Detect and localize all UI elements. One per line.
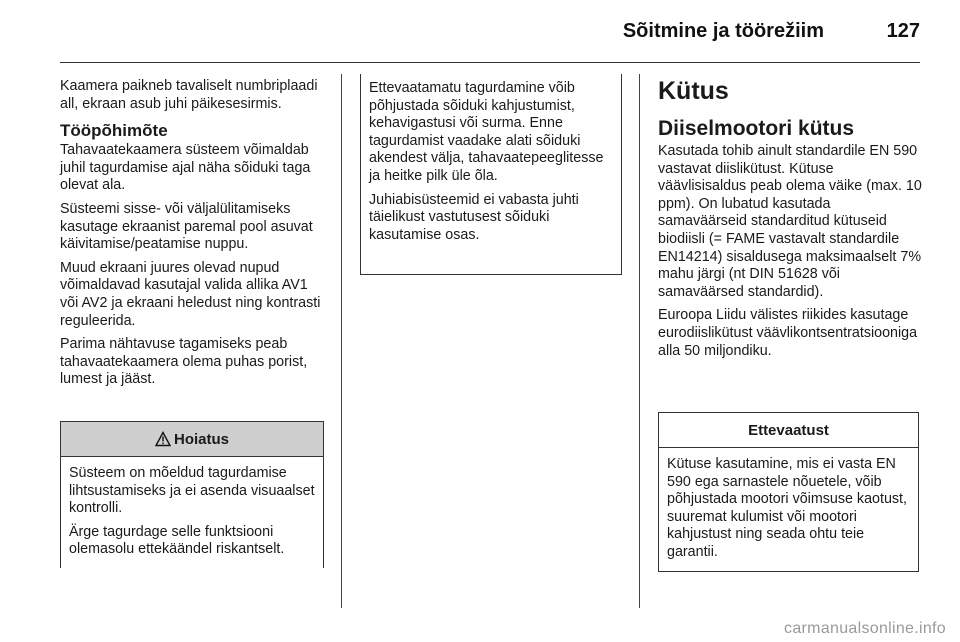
column-3: [658, 77, 922, 366]
diesel-paragraph-1: Kasutada tohib ainult standardile EN 590 vastavat diislikütust. Kütuse väävlisisaldus peab olema väike (max. 10 ppm). On lubatud kasutada samaväärseid standarditud kütuseid biodiisli (= FAME vastavalt standardile EN14214) sisaldusega maksimaalselt 7% mahu järgi (nt DIN 51628 või samaväärsed standardid).: [658, 143, 922, 300]
column-divider-right: [639, 74, 640, 608]
caution-box-title: Ettevaatust: [748, 421, 829, 439]
operation-heading: Tööpõhimõte: [60, 121, 168, 141]
operation-paragraph-3: Muud ekraani juures olevad nupud võimaldavad kasutajal valida allika AV1 või AV2 ja ekraani heledust ning kontrasti reguleerida.: [60, 259, 321, 329]
warning-paragraph-1: Süsteem on mõeldud tagurdamise lihtsustamiseks ja ei asenda visuaalset kontrolli.: [69, 465, 315, 517]
warning-box-title: Hoiatus: [173, 430, 229, 448]
warning-paragraph-2: Ärge tagurdage selle funktsiooni olemasolu ettekäändel riskantselt.: [69, 523, 285, 558]
diesel-fuel-heading: Diiselmootori kütus: [658, 117, 855, 140]
warning-box: [60, 421, 324, 568]
operation-paragraph-2: Süsteemi sisse- või väljalülitamiseks kasutage ekraanist paremal pool asuvat käivitamise/peatamise nuppu.: [60, 200, 313, 253]
column-divider-left: [341, 74, 342, 608]
diesel-paragraph-2: Euroopa Liidu välistes riikides kasutage eurodiislikütust väävlikontsentratsiooniga alla 50 miljondiku.: [658, 307, 918, 359]
caution-box: [658, 412, 919, 572]
warning-continuation-box: [360, 74, 622, 275]
warning-continuation-body: [361, 74, 621, 256]
intro-paragraph: Kaamera paikneb tavaliselt numbriplaadi all, ekraan asub juhi päikesesirmis.: [60, 78, 318, 112]
section-title: Sõitmine ja töörežiim: [622, 20, 824, 42]
warning-box-header: [61, 422, 323, 457]
caution-paragraph-1: Kütuse kasutamine, mis ei vasta EN 590 ega sarnastele nõuetele, võib põhjustada mootori võimsuse kaotust, suuremat kulumist või mootori kahjustust ning seada ohtu teie garantii.: [667, 456, 907, 560]
warning-continuation-paragraph-1: Ettevaatamatu tagurdamine võib põhjustada sõiduki kahjustumist, kehavigastusi või surma. Enne tagurdamist vaadake alati sõiduki akendest välja, tahavaatepeeglitesse ja heitke pilk üle õla.: [369, 80, 604, 184]
caution-box-header: [659, 413, 918, 448]
operation-paragraph-4: Parima nähtavuse tagamiseks peab tahavaatekaamera olema puhas porist, lumest ja jääst.: [60, 336, 308, 388]
warning-box-body: [61, 457, 323, 571]
warning-triangle-icon: [155, 431, 171, 447]
fuel-heading: Kütus: [658, 77, 729, 105]
watermark: carmanualsonline.info: [784, 620, 946, 637]
operation-paragraph-1: Tahavaatekaamera süsteem võimaldab juhil tagurdamise ajal näha sõiduki taga olevat ala.: [60, 142, 311, 194]
page-header: [60, 0, 920, 63]
caution-box-body: [659, 448, 918, 574]
warning-continuation-paragraph-2: Juhiabisüsteemid ei vabasta juhti täielikust vastutusest sõiduki kasutamise osas.: [369, 191, 579, 243]
page-number: 127: [886, 20, 920, 42]
column-1: [60, 78, 326, 395]
